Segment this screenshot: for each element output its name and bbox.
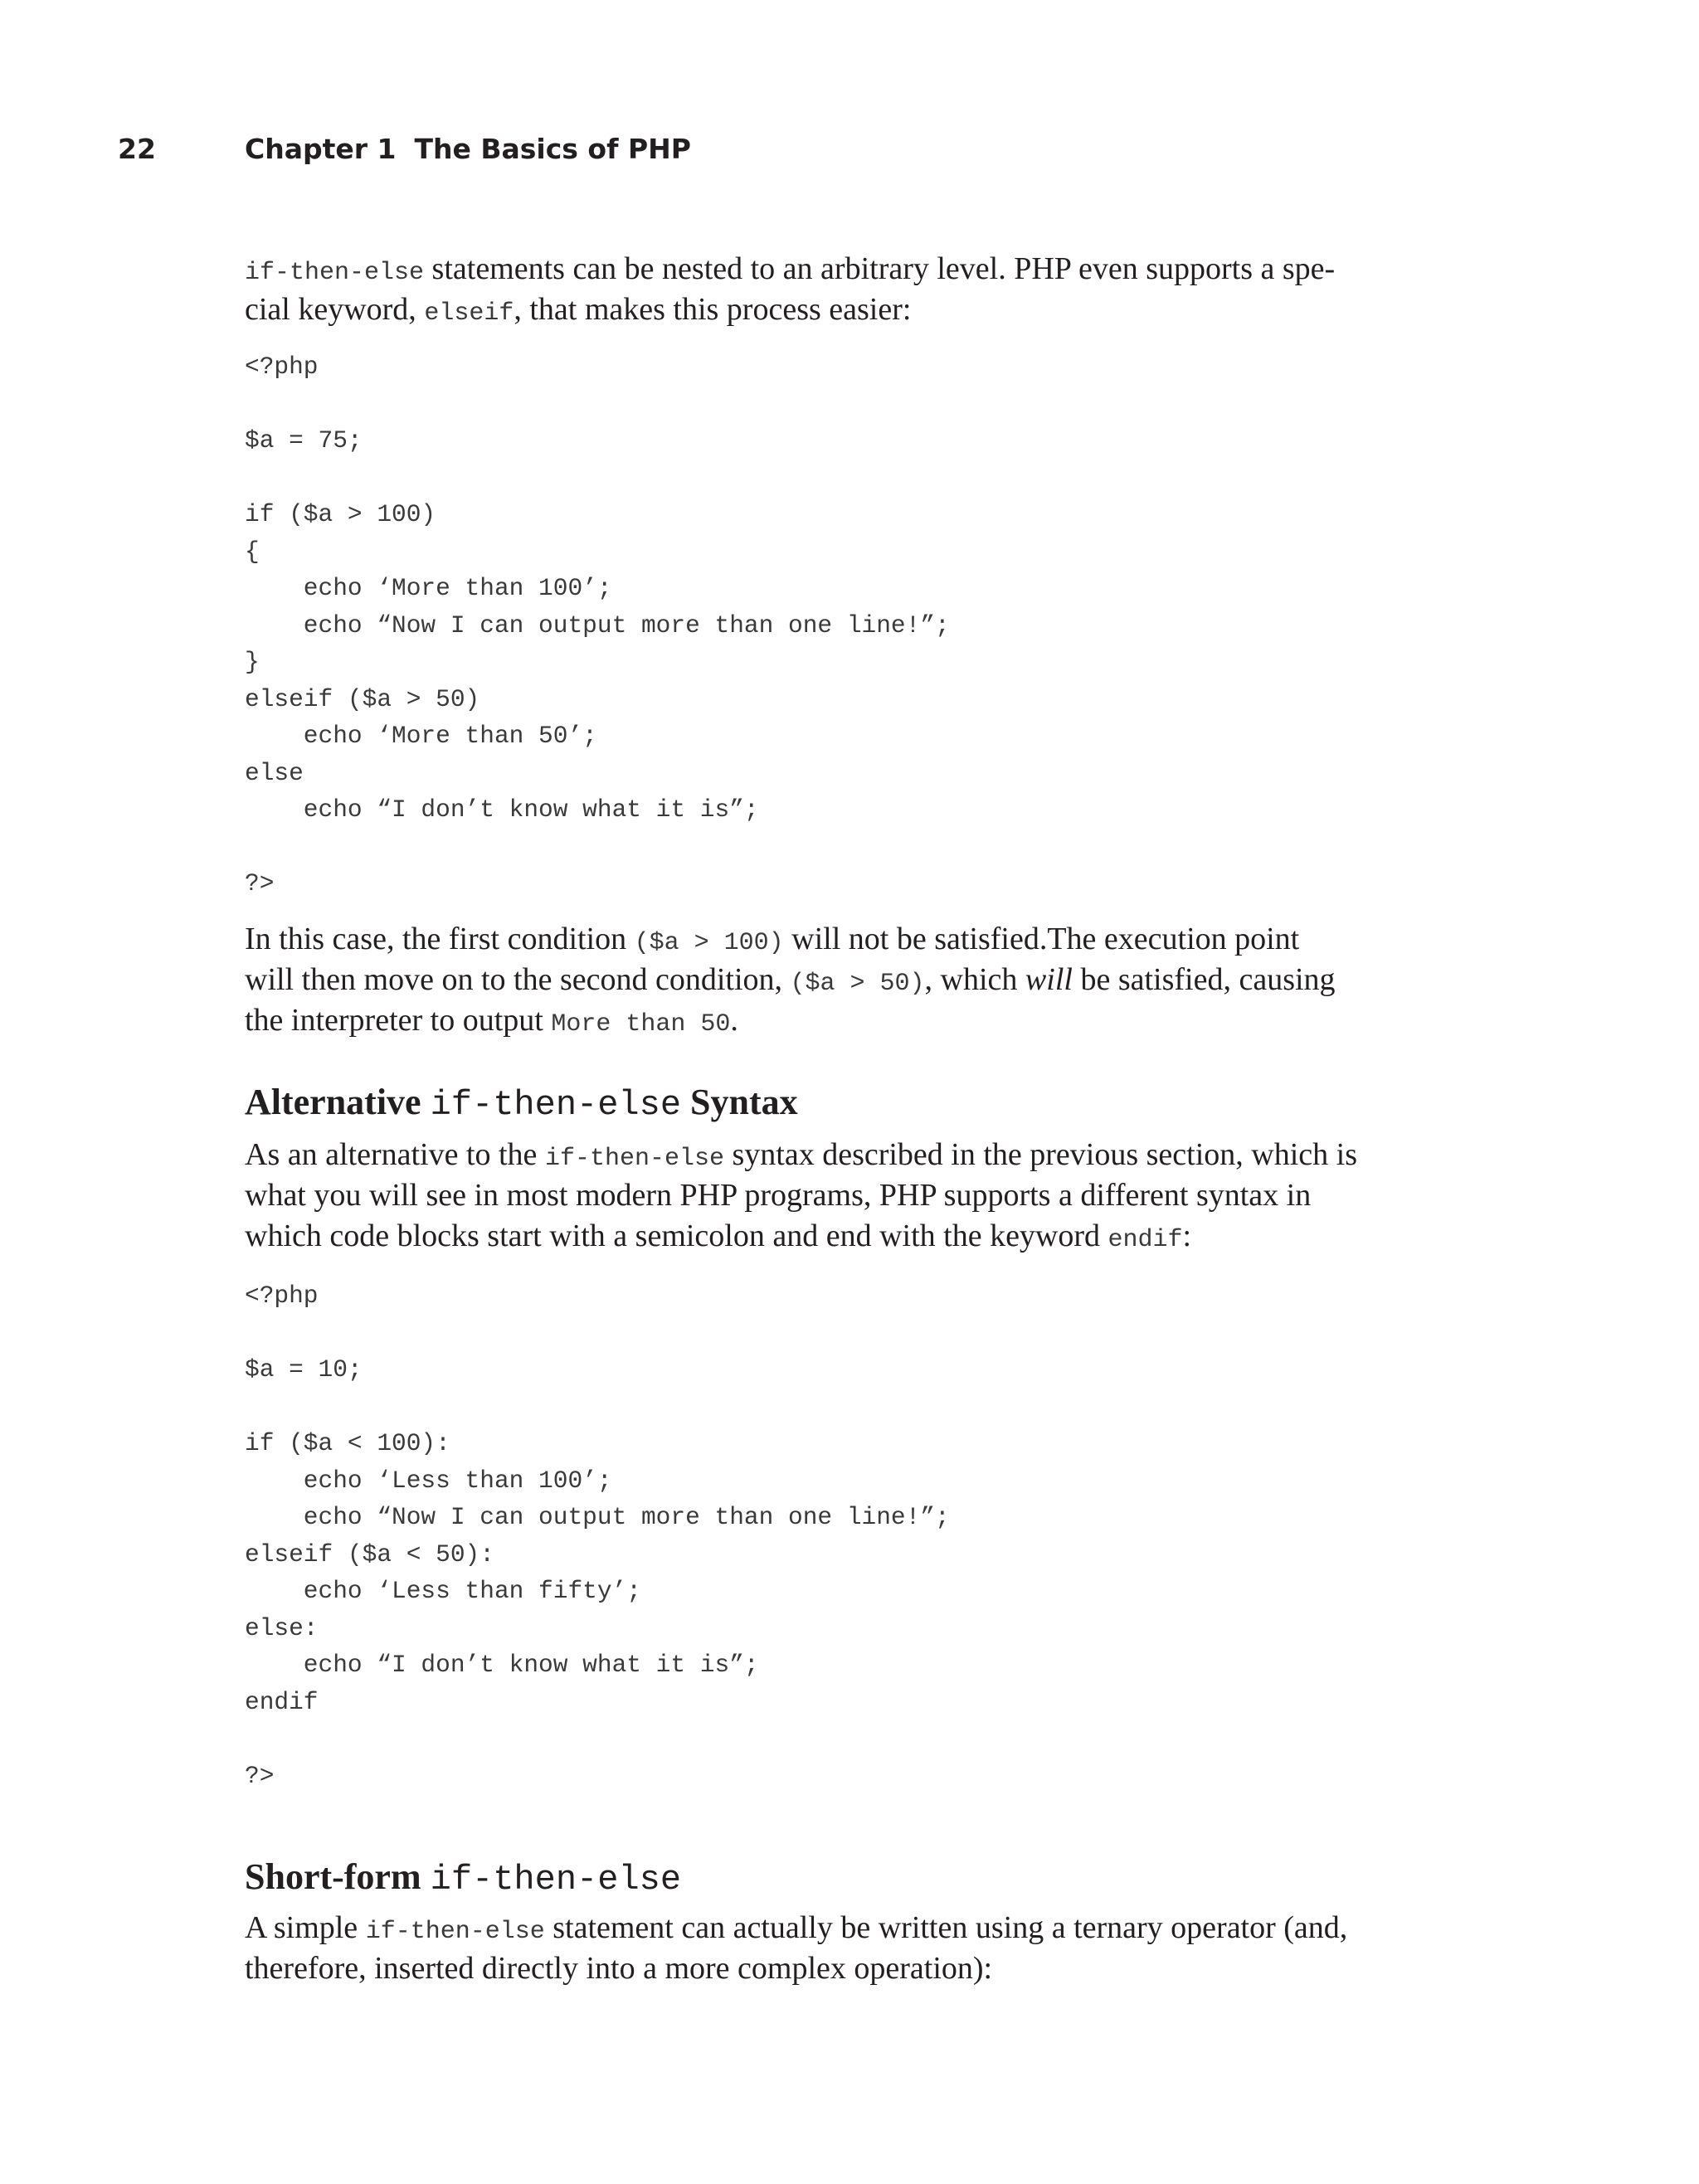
section1-line-1 (245, 1135, 1448, 1175)
explain-line-1 (245, 919, 1448, 960)
inline-code: if-then-else (365, 1918, 545, 1946)
intro-line-1 (245, 249, 1448, 289)
text: be satisfied, causing (1072, 962, 1336, 997)
text: statement can actually be written using a ternary operator (and, (544, 1910, 1348, 1945)
section1-line-3 (245, 1216, 1448, 1257)
inline-code: elseif (424, 299, 514, 328)
code-line: <?php (245, 353, 319, 381)
code-line: echo ‘Less than 100’; (245, 1466, 612, 1495)
code-line: endif (245, 1687, 319, 1716)
text: A simple (245, 1910, 366, 1945)
code-line (245, 1389, 1448, 1426)
code-listing-1 (245, 348, 1448, 902)
text: statements can be nested to an arbitrary level. PHP even supports a spe- (424, 251, 1336, 286)
heading-code: if-then-else (430, 1085, 682, 1125)
section2-line-2: therefore, inserted directly into a more complex operation): (245, 1951, 993, 1986)
inline-code: if-then-else (245, 259, 425, 287)
text: As an alternative to the (245, 1137, 545, 1172)
text: , that makes this process easier: (514, 292, 912, 327)
heading-text: Alternative (245, 1082, 431, 1122)
text: the interpreter to output (245, 1003, 552, 1038)
code-line (245, 829, 1448, 866)
running-head (245, 133, 691, 166)
section1-paragraph (245, 1135, 1448, 1257)
text: which code blocks start with a semicolon and end with the keyword (245, 1218, 1108, 1253)
text: : (1182, 1218, 1192, 1253)
section-heading-alternative-syntax (245, 1080, 1448, 1127)
intro-line-2 (245, 289, 1448, 330)
code-line: if ($a < 100): (245, 1429, 450, 1457)
code-line (245, 460, 1448, 497)
section-heading-short-form (245, 1855, 1448, 1902)
text: . (730, 1003, 738, 1038)
code-line: ?> (245, 869, 275, 897)
text: , which (924, 962, 1025, 997)
explain-line-3 (245, 1000, 1448, 1041)
explanation-paragraph (245, 919, 1448, 1041)
code-line (245, 386, 1448, 423)
inline-code: if-then-else (544, 1145, 724, 1173)
code-line: echo “I don’t know what it is”; (245, 1651, 759, 1679)
intro-paragraph (245, 249, 1448, 330)
text: will not be satisfied.The execution point (783, 922, 1300, 956)
code-line: else: (245, 1613, 319, 1642)
code-line (245, 1720, 1448, 1758)
inline-code: endif (1108, 1226, 1183, 1254)
code-line: echo “Now I can output more than one line!”; (245, 610, 950, 640)
code-line: elseif ($a > 50) (245, 684, 480, 713)
code-line: } (245, 648, 260, 676)
inline-code: ($a > 50) (790, 970, 925, 998)
chapter-label: Chapter 1 (245, 133, 397, 165)
inline-code: More than 50 (551, 1010, 731, 1038)
code-line: $a = 10; (245, 1355, 363, 1384)
code-line: <?php (245, 1282, 319, 1310)
code-listing-2 (245, 1277, 1448, 1794)
code-line: echo ‘Less than fifty’; (245, 1577, 641, 1605)
heading-text: Syntax (681, 1082, 798, 1122)
code-line: echo “I don’t know what it is”; (245, 795, 759, 824)
explain-line-2 (245, 960, 1448, 1000)
code-line: elseif ($a < 50): (245, 1540, 494, 1569)
section2-line-1 (245, 1908, 1448, 1948)
code-line: $a = 75; (245, 426, 363, 455)
section1-line-2: what you will see in most modern PHP programs, PHP supports a different syntax in (245, 1178, 1312, 1213)
code-line: if ($a > 100) (245, 500, 436, 528)
text: cial keyword, (245, 292, 425, 327)
code-line (245, 1315, 1448, 1352)
text: In this case, the first condition (245, 922, 635, 956)
code-line: echo ‘More than 100’; (245, 574, 612, 602)
code-line: echo “Now I can output more than one line!”; (245, 1503, 950, 1531)
chapter-title: The Basics of PHP (414, 133, 691, 165)
code-line: else (245, 758, 304, 787)
heading-text: Short-form (245, 1856, 431, 1897)
text: syntax described in the previous section, which is (723, 1137, 1357, 1172)
inline-code: ($a > 100) (634, 929, 784, 957)
page-number: 22 (118, 133, 156, 165)
code-line: echo ‘More than 50’; (245, 722, 597, 750)
section2-paragraph (245, 1908, 1448, 1989)
code-line: { (245, 537, 260, 566)
code-line: ?> (245, 1761, 275, 1790)
text: will then move on to the second condition, (245, 962, 791, 997)
heading-code: if-then-else (430, 1860, 682, 1899)
emphasis: will (1025, 962, 1073, 997)
